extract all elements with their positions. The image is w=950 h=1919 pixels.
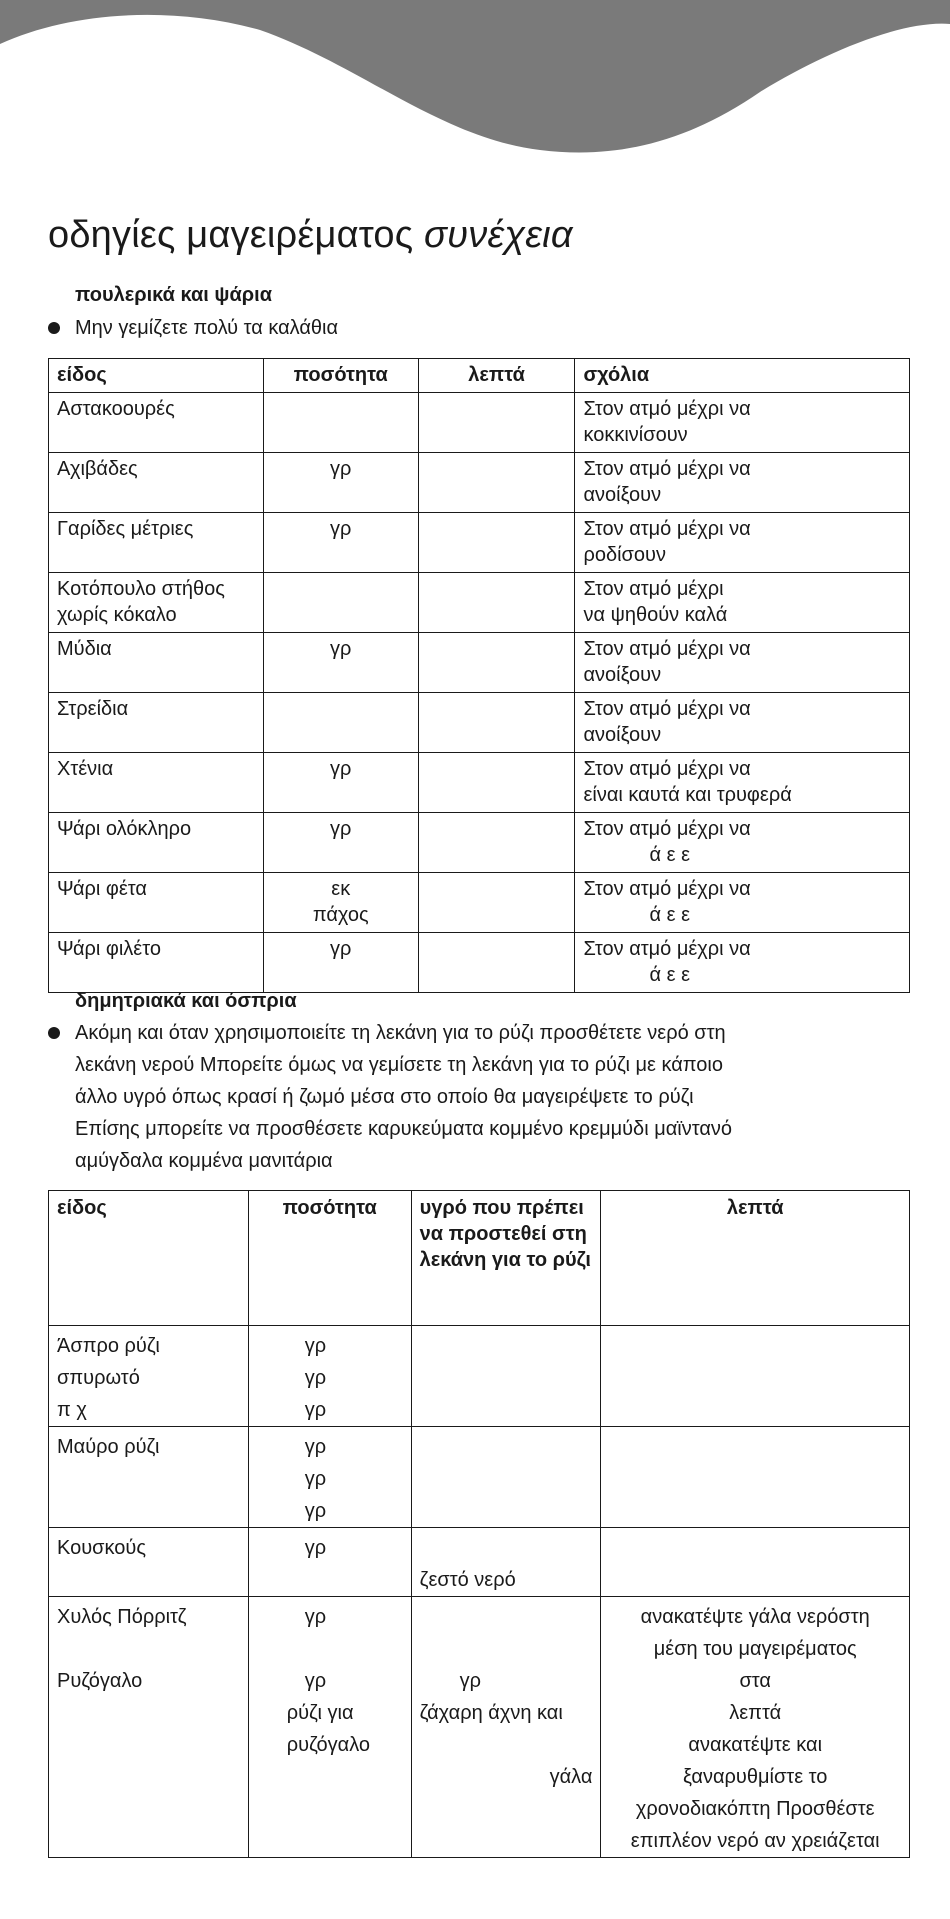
cell-quantity: [248, 1427, 411, 1528]
bullet-line: Επίσης μπορείτε να προσθέσετε καρυκεύματα κομμένο κρεμμύδι μαϊντανό: [75, 1118, 733, 1140]
bullet-line: λεκάνη νερού Μπορείτε όμως να γεμίσετε τη λεκάνη για το ρύζι με κάποιο: [75, 1054, 723, 1076]
poultry-fish-table: [48, 358, 910, 993]
cell-liquid: [411, 1597, 601, 1858]
section-heading-grains: δημητριακά και όσπρια: [75, 990, 297, 1012]
cell-line: γρ: [330, 938, 352, 960]
cell-minutes: [418, 513, 575, 573]
cell-item: [49, 393, 264, 453]
cell-line: Χυλός Πόρριτζ: [57, 1606, 187, 1628]
cell-item: [49, 753, 264, 813]
cell-liquid: [411, 1528, 601, 1597]
table-row: [49, 873, 910, 933]
cell-line: γρ: [304, 1399, 327, 1421]
cell-line: Κουσκούς: [57, 1537, 146, 1559]
table-row: [49, 453, 910, 513]
cell-item: [49, 573, 264, 633]
cell-line: γρ: [459, 1670, 482, 1692]
header-item: είδος: [49, 359, 264, 393]
table-row: [49, 573, 910, 633]
cell-line: χρονοδιακόπτη Προσθέστε: [635, 1798, 875, 1820]
cell-line: Στον ατμό μέχρι να: [583, 818, 751, 840]
cell-minutes: [601, 1528, 910, 1597]
table-row: [49, 933, 910, 993]
table-row: [49, 1528, 910, 1597]
cell-line: Στον ατμό μέχρι να: [583, 698, 751, 720]
cell-comment: [575, 933, 910, 993]
cell-line: ανοίξουν: [583, 484, 662, 506]
table-row: [49, 693, 910, 753]
cell-line: ρυζόγαλο: [286, 1734, 371, 1756]
cell-quantity: [263, 633, 418, 693]
cell-line: Γαρίδες μέτριες: [57, 518, 194, 540]
cell-line: γρ: [330, 518, 352, 540]
cell-line: Στον ατμό μέχρι να: [583, 398, 751, 420]
cell-line: γρ: [330, 758, 352, 780]
cell-line: πάχος: [312, 904, 369, 926]
table-row: [49, 813, 910, 873]
cell-line: γρ: [304, 1367, 327, 1389]
cell-minutes: [418, 393, 575, 453]
cell-line: γρ: [304, 1335, 327, 1357]
cell-quantity: [263, 393, 418, 453]
cell-quantity: [263, 813, 418, 873]
cell-line: γρ: [304, 1436, 327, 1458]
cell-line: γρ: [330, 818, 352, 840]
cell-comment: [575, 873, 910, 933]
cell-item: [49, 453, 264, 513]
cell-line: ανοίξουν: [583, 724, 662, 746]
cell-line: κοκκινίσουν: [583, 424, 688, 446]
bullet-line: άλλο υγρό όπως κρασί ή ζωμό μέσα στο οποίο θα μαγειρέψετε το ρύζι: [75, 1086, 694, 1108]
grains-legumes-table: [48, 1190, 910, 1858]
cell-quantity: [263, 933, 418, 993]
cell-line: Μαύρο ρύζι: [57, 1436, 160, 1458]
bullet-grains: [48, 1017, 928, 1177]
cell-item: [49, 693, 264, 753]
cell-line: Αστακοουρές: [57, 398, 175, 420]
bullet-line: αμύγδαλα κομμένα μανιτάρια: [75, 1150, 333, 1172]
cell-comment: [575, 573, 910, 633]
header-comments: σχόλια: [575, 359, 910, 393]
cell-line: γρ: [304, 1537, 327, 1559]
cell-line: Στον ατμό μέχρι να: [583, 758, 751, 780]
cell-item: [49, 873, 264, 933]
cell-comment: [575, 633, 910, 693]
header-quantity: ποσότητα: [263, 359, 418, 393]
header-quantity: ποσότητα: [248, 1191, 411, 1326]
cell-line: εκ: [331, 878, 351, 900]
cell-quantity: [248, 1597, 411, 1858]
cell-line: γρ: [304, 1606, 327, 1628]
cell-item: [49, 813, 264, 873]
bullet-line: Ακόμη και όταν χρησιμοποιείτε τη λεκάνη για το ρύζι προσθέτετε νερό στη: [75, 1022, 726, 1044]
cell-line: επιπλέον νερό αν χρειάζεται: [630, 1830, 880, 1852]
header-minutes: λεπτά: [601, 1191, 910, 1326]
cell-quantity: [263, 753, 418, 813]
cell-comment: [575, 693, 910, 753]
cell-minutes: [601, 1326, 910, 1427]
table-header-row: [49, 359, 910, 393]
table-row: [49, 393, 910, 453]
table-row: [49, 753, 910, 813]
cell-line: ζεστό νερό: [419, 1569, 516, 1591]
cell-line: ανακατέψτε και: [688, 1734, 823, 1756]
cell-comment: [575, 393, 910, 453]
cell-line: γάλα: [549, 1766, 593, 1788]
cell-line: ά ε ε: [649, 844, 690, 866]
table-row: [49, 1427, 910, 1528]
header-wave-decoration: [0, 0, 950, 160]
bullet-dot-icon: [48, 322, 60, 334]
cell-line: Αχιβάδες: [57, 458, 138, 480]
cell-line: Στον ατμό μέχρι: [583, 578, 724, 600]
page-title: οδηγίες μαγειρέματος συνέχεια: [48, 214, 573, 256]
cell-line: ρύζι για: [286, 1702, 354, 1724]
cell-line: σπυρωτό: [57, 1367, 140, 1389]
cell-item: [49, 1597, 249, 1858]
cell-quantity: [263, 873, 418, 933]
cell-comment: [575, 753, 910, 813]
cell-line: ροδίσουν: [583, 544, 666, 566]
cell-quantity: [263, 453, 418, 513]
cell-line: ζάχαρη άχνη και: [419, 1702, 563, 1724]
cell-liquid: [411, 1427, 601, 1528]
header-liquid: υγρό που πρέπει να προστεθεί στη λεκάνη για το ρύζι: [411, 1191, 601, 1326]
cell-line: μέση του μαγειρέματος: [653, 1638, 857, 1660]
cell-minutes: [601, 1597, 910, 1858]
cell-line: γρ: [304, 1670, 327, 1692]
cell-line: χωρίς κόκαλο: [57, 604, 177, 626]
cell-minutes: [418, 813, 575, 873]
cell-item: [49, 633, 264, 693]
cell-comment: [575, 813, 910, 873]
cell-line: ανακατέψτε γάλα νερόστη: [640, 1606, 870, 1628]
cell-item: [49, 1528, 249, 1597]
cell-line: Στον ατμό μέχρι να: [583, 518, 751, 540]
cell-minutes: [418, 693, 575, 753]
table-row: [49, 1597, 910, 1858]
cell-line: [420, 1601, 593, 1633]
cell-line: γρ: [330, 458, 352, 480]
cell-line: ά ε ε: [649, 964, 690, 986]
cell-line: [420, 1633, 593, 1665]
cell-line: γρ: [330, 638, 352, 660]
bullet-poultry: Μην γεμίζετε πολύ τα καλάθια: [48, 312, 338, 344]
header-item: είδος: [49, 1191, 249, 1326]
header-minutes: λεπτά: [418, 359, 575, 393]
cell-line: γρ: [304, 1500, 327, 1522]
cell-minutes: [601, 1427, 910, 1528]
cell-item: [49, 513, 264, 573]
cell-line: ξαναρυθμίστε το: [683, 1766, 828, 1788]
cell-quantity: [263, 573, 418, 633]
cell-minutes: [418, 573, 575, 633]
cell-item: [49, 1326, 249, 1427]
cell-line: Ψάρι φέτα: [57, 878, 147, 900]
cell-quantity: [263, 693, 418, 753]
cell-quantity: [248, 1528, 411, 1597]
cell-minutes: [418, 453, 575, 513]
cell-line: Στρείδια: [57, 698, 129, 720]
cell-line: [420, 1729, 593, 1761]
cell-line: λεπτά: [729, 1702, 782, 1724]
cell-line: ανοίξουν: [583, 664, 662, 686]
cell-line: Στον ατμό μέχρι να: [583, 638, 751, 660]
cell-minutes: [418, 873, 575, 933]
cell-line: ά ε ε: [649, 904, 690, 926]
section-heading-poultry: πουλερικά και ψάρια: [75, 284, 272, 306]
cell-liquid: [411, 1326, 601, 1427]
cell-line: στα: [739, 1670, 771, 1692]
cell-comment: [575, 513, 910, 573]
cell-line: Κοτόπουλο στήθος: [57, 578, 225, 600]
bullet-dot-icon: [48, 1027, 60, 1039]
cell-item: [49, 1427, 249, 1528]
cell-line: Ψάρι φιλέτο: [57, 938, 161, 960]
cell-minutes: [418, 933, 575, 993]
cell-line: να ψηθούν καλά: [583, 604, 728, 626]
cell-line: γρ: [304, 1468, 327, 1490]
cell-line: Χτένια: [57, 758, 114, 780]
cell-line: Στον ατμό μέχρι να: [583, 938, 751, 960]
table-row: [49, 513, 910, 573]
cell-line: [257, 1633, 403, 1665]
cell-line: [420, 1532, 593, 1564]
cell-line: π χ: [57, 1399, 87, 1421]
cell-line: Στον ατμό μέχρι να: [583, 878, 751, 900]
table-row: [49, 633, 910, 693]
cell-minutes: [418, 633, 575, 693]
cell-minutes: [418, 753, 575, 813]
cell-line: [57, 1633, 240, 1665]
cell-line: Άσπρο ρύζι: [57, 1335, 160, 1357]
cell-item: [49, 933, 264, 993]
cell-line: Ρυζόγαλο: [57, 1670, 143, 1692]
table-row: [49, 1326, 910, 1427]
cell-comment: [575, 453, 910, 513]
table-header-row: [49, 1191, 910, 1326]
cell-line: είναι καυτά και τρυφερά: [583, 784, 792, 806]
cell-line: Μύδια: [57, 638, 112, 660]
cell-line: Στον ατμό μέχρι να: [583, 458, 751, 480]
cell-quantity: [263, 513, 418, 573]
cell-quantity: [248, 1326, 411, 1427]
cell-line: Ψάρι ολόκληρο: [57, 818, 192, 840]
